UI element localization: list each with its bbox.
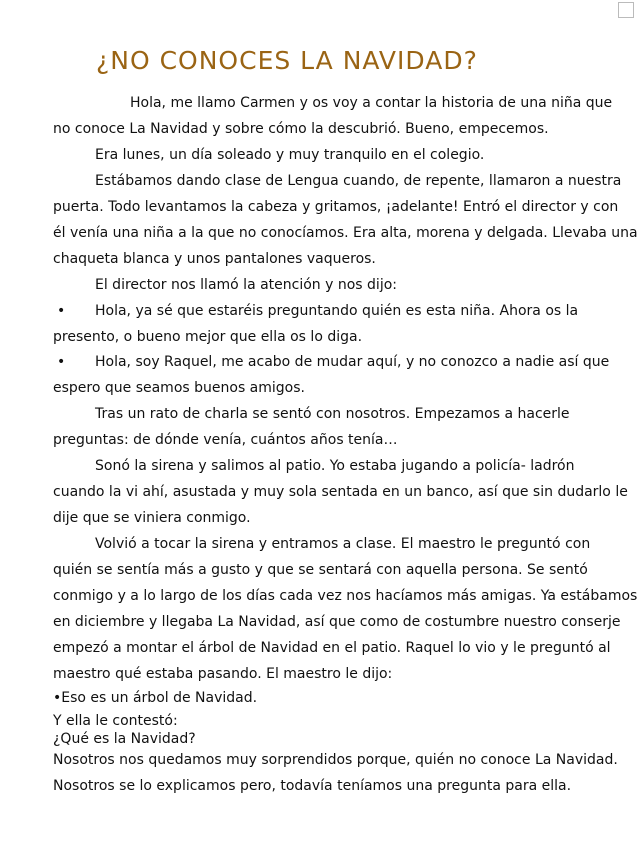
list-bullet: • (57, 303, 66, 319)
text-line: empezó a montar el árbol de Navidad en el patio. Raquel lo vio y le preguntó al (53, 640, 611, 656)
text-line: preguntas: de dónde venía, cuántos años tenía… (53, 432, 398, 448)
text-line: chaqueta blanca y unos pantalones vaqueros. (53, 251, 376, 267)
text-line: Hola, soy Raquel, me acabo de mudar aquí, y no conozco a nadie así que (95, 354, 610, 370)
text-line: Nosotros se lo explicamos pero, todavía teníamos una pregunta para ella. (53, 778, 572, 794)
text-line: no conoce La Navidad y sobre cómo la descubrió. Bueno, empecemos. (53, 121, 549, 137)
text-line: presento, o bueno mejor que ella os lo diga. (53, 329, 363, 345)
text-line: dije que se viniera conmigo. (53, 510, 251, 526)
text-line: •Eso es un árbol de Navidad. (53, 690, 258, 706)
text-line: Hola, me llamo Carmen y os voy a contar la historia de una niña que (130, 95, 613, 111)
text-line: puerta. Todo levantamos la cabeza y gritamos, ¡adelante! Entró el director y con (53, 199, 619, 215)
text-line: Nosotros nos quedamos muy sorprendidos porque, quién no conoce La Navidad. (53, 752, 618, 768)
text-line: espero que seamos buenos amigos. (53, 380, 305, 396)
document-title: ¿NO CONOCES LA NAVIDAD? (96, 46, 478, 75)
text-line: él venía una niña a la que no conocíamos. Era alta, morena y delgada. Llevaba una (53, 225, 638, 241)
text-line: Y ella le contestó: (53, 713, 178, 729)
text-line: cuando la vi ahí, asustada y muy sola sentada en un banco, así que sin dudarlo le (53, 484, 628, 500)
text-line: Volvió a tocar la sirena y entramos a clase. El maestro le preguntó con (95, 536, 591, 552)
text-line: Era lunes, un día soleado y muy tranquilo en el colegio. (95, 147, 485, 163)
text-line: ¿Qué es la Navidad? (53, 731, 196, 747)
text-line: Hola, ya sé que estaréis preguntando quién es esta niña. Ahora os la (95, 303, 579, 319)
text-line: Tras un rato de charla se sentó con nosotros. Empezamos a hacerle (95, 406, 570, 422)
text-line: Sonó la sirena y salimos al patio. Yo estaba jugando a policía- ladrón (95, 458, 575, 474)
list-bullet: • (57, 354, 66, 370)
text-line: Estábamos dando clase de Lengua cuando, de repente, llamaron a nuestra (95, 173, 622, 189)
text-line: maestro qué estaba pasando. El maestro le dijo: (53, 666, 393, 682)
text-line: conmigo y a lo largo de los días cada vez nos hacíamos más amigas. Ya estábamos (53, 588, 638, 604)
text-line: El director nos llamó la atención y nos dijo: (95, 277, 397, 293)
text-line: en diciembre y llegaba La Navidad, así que como de costumbre nuestro conserje (53, 614, 621, 630)
page-corner-square-icon (618, 2, 634, 18)
text-line: quién se sentía más a gusto y que se sentará con aquella persona. Se sentó (53, 562, 588, 578)
